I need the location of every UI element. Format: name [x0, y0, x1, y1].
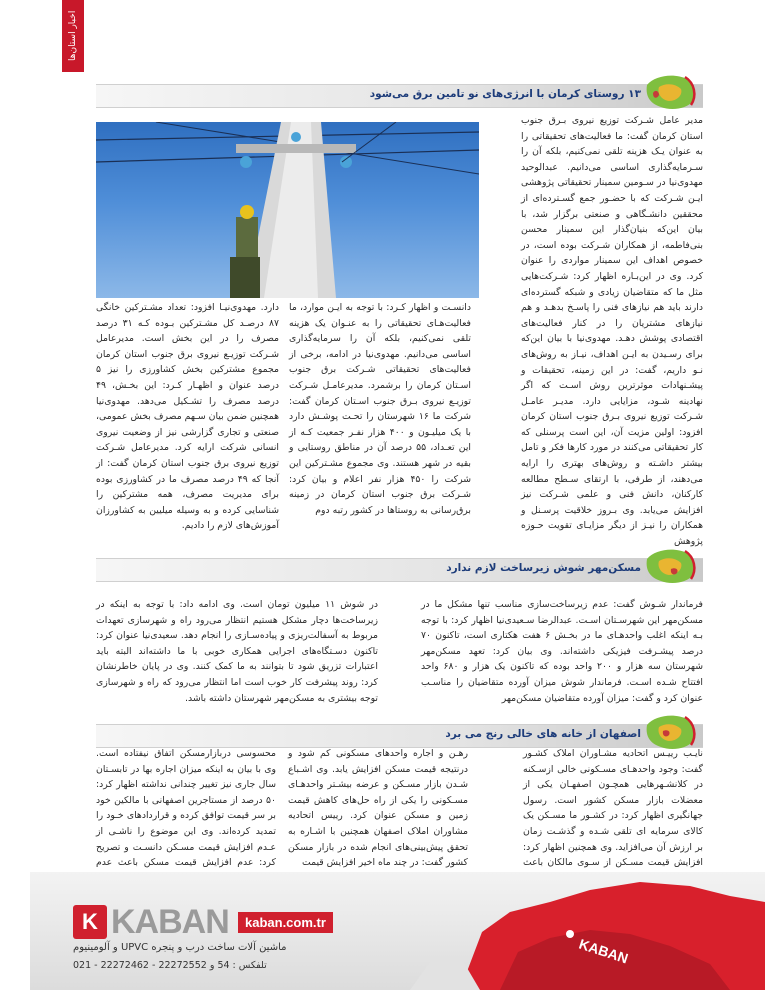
article-col-mid: رهـن و اجاره واحدهای مسکونی کم شود و درنتیجه قیمت مسکن افزایش یابد. وی اشـباع شـدن بازار مسـکن و عرضه بیشـتر واحدهـای مسـکونی را یکی از راه حل‌های کاهش قیمت زمین و مسکن عنوان کرد. رییس اتحادیه مشاوران املاک اصفهان همچنین با اشـاره به تحقق پیش‌بینی‌های انجام شده در بازار مسکن کشور گفت: در چند ماه اخیر افزایش قیمت — [288, 748, 468, 869]
kaban-logo[interactable] — [73, 902, 229, 941]
article-col-right: فرماندار شـوش گفت: عدم زیرساخت‌سازی مناسب تنها مشکل ما در مسکن‌مهر این شهرسـتان اسـت. عبدالرضا سـعیدی‌نیا اظهار کرد: با توجه بـه اینکه اغلب واحدهـای ما در بخـش ۶ هفت هکتاری است، تاکنون ۷۰ درصد پیشـرفت فیزیکی داشته‌اند. وی بیان کرد: تعهد مسکن‌مهر شهرستان سه هزار و ۲۰۰ واحد بوده که تاکنون یک هزار و ۶۸۰ واحد افتتاح شـده اسـت. فرماندار شوش میزان آورده متقاضیان را مناسـب عنوان کرد و گفت: میزان آورده متقاضیان مسکن‌مهر — [421, 599, 703, 704]
article-col-right: مدیر عامل شـرکت توزیع نیروی بـرق جنوب استان کرمان گفت: ما فعالیت‌های تحقیقاتی را به عنوان یـک هزینه تلقی نمی‌کنیم، بلکه آن را سـرمایه‌گذاری اساسی می‌دانیم. عبدالوحید مهدوی‌نیا در سـومین سمینار تحقیقاتی پژوهشی ایـن شـرکت که با حضـور جمع گسـترده‌ای از محققین دانشـگاهی و صنعتی برگزار شد، با بیان این‌که بنیان‌گذار این سمینار محسن بنی‌فاطمه، از همکاران شـرکت بوده است، در خصوص اهداف این سمینار مواردی را عنوان کرد. وی در این‌بـاره اظهار کرد: شـرکت‌هایی مثل ما که متقاضیان زیادی و شبکه گسترده‌ای دارند باید هم نیازهای فنی را پاسـخ بدهـد و هم نیازهای مشتریان را در کنار فعالیت‌های اقتصادی پوشش دهـد. مهدوی‌نیا با بیان این‌که برای رسـیدن به ایـن اهداف، نیـاز به روش‌های نـو داریم، گفت: در این زمینه، تحقیقات و پیشـنهادات موثرترین روش اسـت که اگر نهادینه شـود، مزایایی دارد. مدیـر عامـل شـرکت توزیع نیروی بـرق جنوب استان کرمان افزود: اولین مزیت آن، این است پرسنلی که کار تحقیقاتی می‌کنند در مورد کارها فکر و تامل بیشتر داشـته و روش‌های بهتری را ارایه می‌دهند، از طرفی، با ارتقای سـطح مطالعه کارکنان، دانش فنی و علمی شـرکت نیز افزایش می‌یابد. وی بـروز خلاقیت پرسـنل و همکاران را نیـز از دیگر مزایـای تقویت حـوزه پژوهش — [521, 115, 703, 548]
section-header-bar — [96, 558, 703, 582]
article-title: مسکن‌مهر شوش زیرساخت لازم ندارد — [446, 562, 641, 574]
article-title: ۱۳ روستای کرمان با انرژی‌های نو تامین برق می‌شود — [369, 88, 641, 100]
article-col-left: در شوش ۱۱ میلیون تومان است. وی ادامه داد: با توجه به اینکه در زیرساخت‌ها دچار مشکل هستیم انتظار می‌رود راه و شهرسازی تعهدات مربوط به آسفالت‌ریزی و پیاده‌سـازی را انجام دهد. سعیدی‌نیا عنوان کرد: تاکنون دسـتگاه‌های اجرایی همکاری خوبی با ما داشته‌اند البته باید اعتبارات تزریق شود تا بتوانند به ما کمک کنند. وی در پایان خاطرنشان کرد: روند پیشرفت کار خوب است اما انتظار می‌رود که راه و شهرسازی توجه بیشتری به مسکن‌مهر شهرستان داشته باشد. — [96, 599, 378, 704]
article-col-right: نایـب رییـس اتحادیه مشـاوران املاک کشـور گفت: وجود واحدهـای مسـکونی خالی ازسـکنه در کلانشـهرهایی همچـون اصفهـان یکی از معضلات بازار مسکن کشور است. رسول جهانگیری اظهار کرد: در کشـور ما مسـکن یک کالای سرمایه ای تلقی شـده و گذشـت زمان بر ارزش آن می‌افزاید. وی همچنین اظهار کرد: افزایش قیمت مسـکن از سـوی مالکان باعث — [523, 748, 703, 869]
kaban-wordmark: KABAN — [111, 902, 229, 941]
map-brand-label: KABAN — [577, 935, 631, 967]
website-link[interactable]: kaban.com.tr — [238, 912, 333, 933]
kaban-logo-mark: K — [73, 905, 107, 939]
article-col-mid: دانسـت و اظهار کـرد: با توجه به ایـن موارد، ما فعالیت‌هـای تحقیقاتی را به عنـوان یک هزینه تلقی نمی‌کنیم، بلکه آن را سرمایه‌گذاری اساسی می‌دانیم. مهدوی‌نیا در ادامه، برخی از فعالیت‌های تحقیقاتی شـرکت برق جنوب اسـتان کرمان را برشمرد. مدیرعامـل شـرکت توزیـع نیروی بـرق جنوب اسـتان کرمان گفت: شرکت ما ۱۶ شهرستان را تحـت پوشـش دارد با یک میلیـون و ۴۰۰ هزار نفـر جمعیت کـه از این تعـداد، ۵۵ درصد آن در مناطق روستایی و بقیه در شهر هستند. وی مجموع مشـترکین این شرکت را ۴۵۰ هزار نفر اعلام و بیان کرد: شـرکت برق جنوب استان کرمان در زمینه برق‌رسانی به روستاها در کشور رتبه دوم — [289, 302, 472, 516]
section-tab: اخبار استان‌ها — [62, 0, 84, 72]
ad-tagline: ماشین آلات ساخت درب و پنجره UPVC و آلومینیوم — [73, 942, 287, 953]
section-header-bar — [96, 84, 703, 108]
power-line-photo — [96, 122, 479, 298]
iran-map-icon — [641, 547, 699, 587]
section-header-bar — [96, 724, 703, 748]
article-col-left: دارد. مهدوی‌نیـا افزود: تعداد مشـترکین خانگی ۸۷ درصـد کل مشـترکین بـوده کـه ۳۱ درصد مصرف را در این بخش است. مدیرعامل شـرکت توزیـع نیروی برق جنوب استان کرمان مجموع مشترکین بخش کشاورزی را نیز ۵ درصد عنوان و اظهـار کـرد: این بخـش، ۴۹ درصد مصرف را تشـکیل می‌دهد. مهدوی‌نیا همچنین ضمن بیان سـهم مصرف بخش عمومی، صنعتی و تجاری گزارشی نیز از وضعیت نیروی انسانی شرکت ارایه کرد. مدیرعامل شـرکت توزیع نیروی برق جنوب استان کرمان گفت: از آنجا که ۴۹ درصد مصرف ما در کشاورزی بوده برای مدیریت مصرف، همه مشترکین را شناسایی کرده و به وسیله میلیین به کشاورزان آموزش‌های لازم را دادیم. — [96, 302, 280, 532]
iran-map-icon — [641, 73, 699, 113]
ad-phone-numbers: تلفکس : 54 و 22272552 - 22272462 - 021 — [73, 960, 267, 971]
article-col-left: محسوسی دربازارمسکن اتفاق نیفتاده است. وی با بیان به اینکه میزان اجاره بها در تابسـتان سال جاری نیز تغییر چندانی نداشته اظهار کرد: ۵۰ درصد از مستاجرین اصفهانی با مالکین خود بر سر قیمت توافق کرده و قراردادهای خـود را تمدید کرده‌اند. وی این موضوع را ناشـی از عـدم افزایش قیمت مسـکن دانسـت و تصریح کرد: عدم افزایش قیمت مسکن باعث عدم — [96, 748, 276, 869]
article-title: اصفهان از خانه های خالی رنج می برد — [445, 728, 641, 740]
